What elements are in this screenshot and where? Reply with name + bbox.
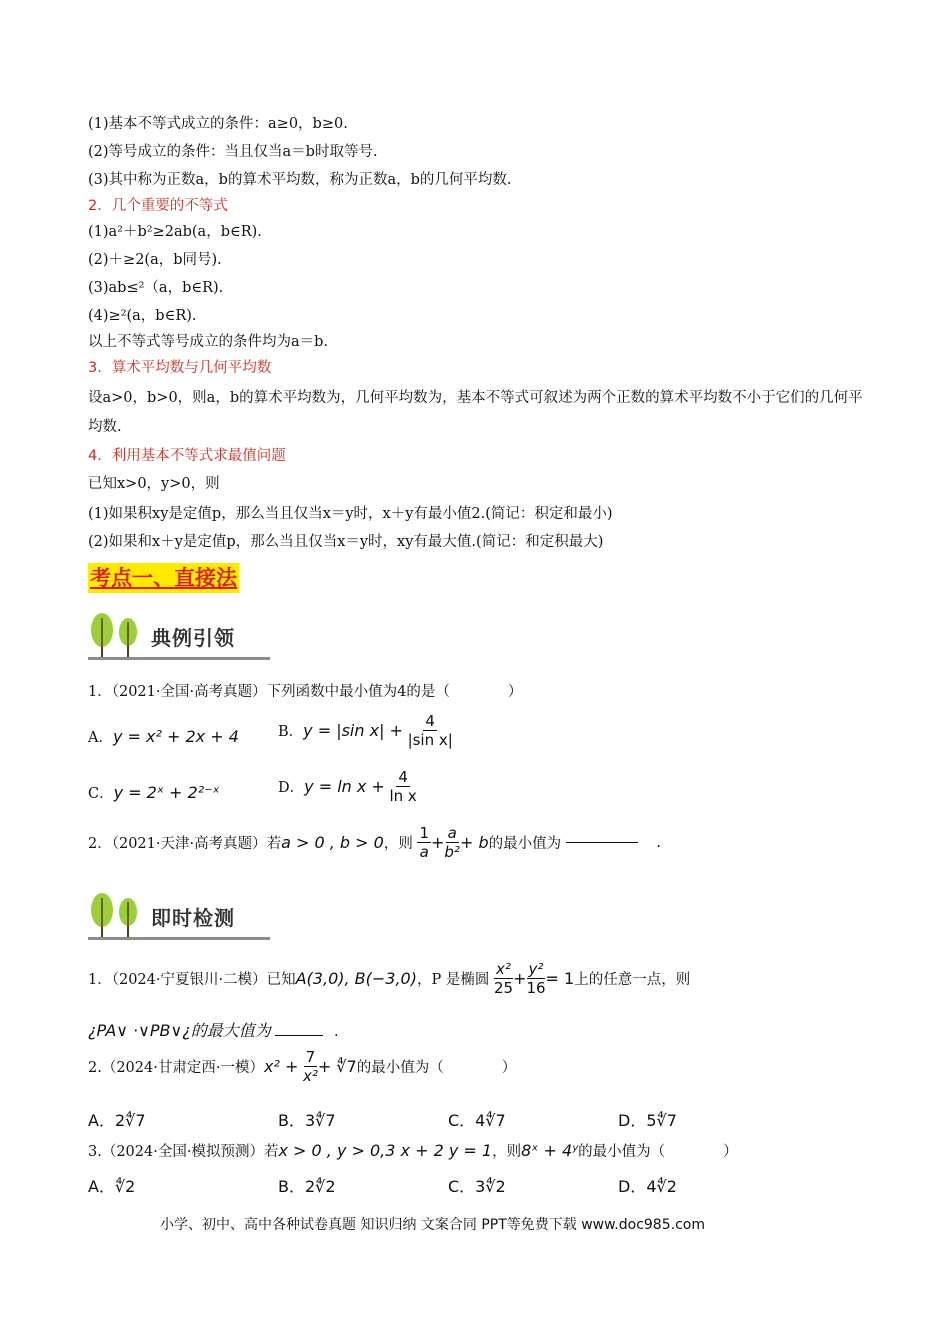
example-1-option-b: B．y = |sin x| + $\frac{4}{\text{|sin x|}}$ [278,712,453,749]
option-b-formula: y = |sin x| + [303,721,403,740]
banner-underline [88,937,270,940]
inequality-3: (3)ab≤²（a，b∈R). [88,280,224,296]
check-2-fraction: $\frac{7}{\text{x²}}$ [302,1048,318,1085]
example-1-stem: 1．（2021·全国·高考真题）下列函数中最小值为4的是（ ） [88,684,523,700]
example-2-fraction-1: $\frac{1}{a}$ [419,824,429,861]
banner-examples-label: 典例引领 [151,626,235,650]
extreme-rule-2: (2)如果和x＋y是定值p，那么当且仅当x＝y时，xy有最大值.(简记：和定积最大) [88,534,604,550]
ellipse-fraction-y: $\frac{\text{y²}}{16}$ [526,960,546,997]
tree-icon [88,608,148,660]
banner-examples [88,608,270,660]
heading-extreme-values: 4．利用基本不等式求最值问题 [88,448,286,464]
inequality-condition: 以上不等式等号成立的条件均为a＝b. [88,334,329,350]
check-2-option-a: A．2∜7 [88,1111,146,1130]
extreme-rule-1: (1)如果积xy是定值p，那么当且仅当x＝y时，x＋y有最小值2.(简记：积定和最小) [88,506,613,522]
answer-blank [566,842,638,843]
heading-means: 3．算术平均数与几何平均数 [88,360,272,376]
check-1-line-2: ¿PA∨ ⋅∨PB∨¿的最大值为 . [88,1021,339,1040]
option-d-fraction: $\frac{4}{\text{ln x}}$ [389,768,417,805]
inequality-2: (2)＋≥2(a，b同号). [88,252,222,268]
check-3-stem: 3.（2024·全国·模拟预测）若x > 0 , y > 0,3 x + 2 y = 1，则8ˣ + 4ʸ的最小值为（ ） [88,1141,738,1160]
example-2: 2．（2021·天津·高考真题）若a > 0 , b > 0，则 $\frac{1}{a}$ + $\frac{a}{\text{b²}}$ + b的最小值为 . [88,824,661,861]
option-a-formula: y = x² + 2x + 4 [112,727,239,746]
banner-quick-check [88,888,270,940]
tree-icon [88,888,148,940]
example-2-fraction-2: $\frac{a}{\text{b²}}$ [444,824,460,861]
example-1-option-d: D．y = ln x + $\frac{4}{\text{ln x}}$ [278,768,417,805]
banner-underline [88,657,270,660]
option-c-formula: y = 2ˣ + 2²⁻ˣ [113,783,220,802]
example-1-option-c: C．y = 2ˣ + 2²⁻ˣ [88,783,220,802]
inequality-1: (1)a²＋b²≥2ab(a，b∈R). [88,224,262,240]
option-b-fraction: $\frac{4}{\text{|sin x|}}$ [407,712,453,749]
inequality-4: (4)≥²(a，b∈R). [88,308,197,324]
check-3-option-b: B．2∜2 [278,1177,336,1196]
check-1-line-1: 1．（2024·宁夏银川·二模）已知A(3,0), B(−3,0)，P 是椭圆 $\frac{\text{x²}}{25}$ + $\frac{\text{y²}}{16}$ = 1上的任意一点，则 [88,960,691,997]
example-1-option-a: A．y = x² + 2x + 4 [88,727,239,746]
option-d-formula: y = ln x + [304,777,385,796]
check-2-option-c: C．4∜7 [448,1111,506,1130]
intro-line-3: (3)其中称为正数a，b的算术平均数，称为正数a，b的几何平均数. [88,172,512,188]
check-3-option-a: A．∜2 [88,1177,136,1196]
means-paragraph: 设a>0，b>0，则a，b的算术平均数为，几何平均数为，基本不等式可叙述为两个正数的算术平均数不小于它们的几何平均数. [88,390,863,435]
check-2-stem: 2.（2024·甘肃定西·一模）x² + $\frac{7}{\text{x²}}$ + ∜7的最小值为（ ） [88,1048,517,1085]
heading-important-inequalities: 2．几个重要的不等式 [88,198,228,214]
ellipse-fraction-x: $\frac{\text{x²}}{25}$ [493,960,514,997]
intro-line-2: (2)等号成立的条件：当且仅当a＝b时取等号. [88,144,378,160]
check-3-option-c: C．3∜2 [448,1177,506,1196]
check-3-option-d: D．4∜2 [618,1177,677,1196]
answer-blank [275,1035,323,1036]
banner-quick-check-label: 即时检测 [151,906,235,930]
check-2-option-d: D．5∜7 [618,1111,677,1130]
extreme-intro: 已知x>0，y>0，则 [88,476,220,492]
page-footer: 小学、初中、高中各种试卷真题 知识归纳 文案合同 PPT等免费下载 www.doc985.com [160,1217,705,1233]
check-2-option-b: B．3∜7 [278,1111,336,1130]
section-title: 考点一、直接法 [88,563,239,593]
intro-line-1: (1)基本不等式成立的条件：a≥0，b≥0. [88,116,348,132]
